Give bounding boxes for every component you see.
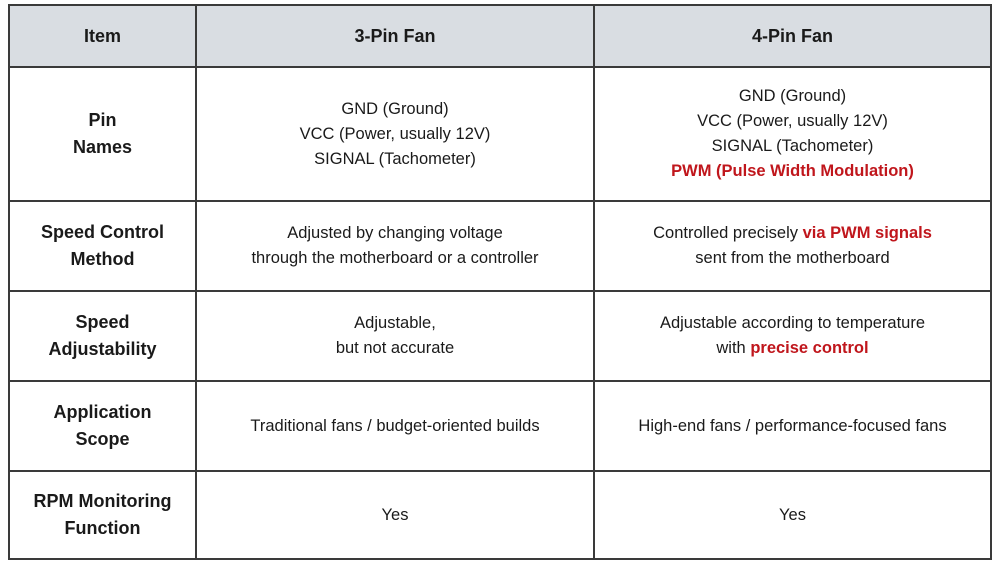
row-label-line: Method	[70, 249, 135, 269]
fan-comparison-table	[8, 4, 992, 560]
row-label-line: Speed	[75, 312, 130, 332]
row-label-line: Application	[53, 402, 152, 422]
cell-4-pin-speed-control	[594, 201, 991, 291]
cell-3-pin-pin-names	[196, 67, 594, 201]
cell-line: through the motherboard or a controller	[251, 249, 539, 267]
cell-line: SIGNAL (Tachometer)	[711, 137, 874, 155]
cell-3-pin-speed-control	[196, 201, 594, 291]
table-row-pin-names	[9, 67, 991, 201]
row-label-line: Speed Control	[40, 222, 164, 242]
row-label-line: Scope	[75, 429, 130, 449]
table-row-rpm-monitoring	[9, 471, 991, 559]
cell-line: sent from the motherboard	[695, 249, 890, 267]
cell-line: SIGNAL (Tachometer)	[314, 149, 476, 168]
cell-line	[601, 221, 984, 246]
row-label-line: RPM Monitoring	[33, 491, 172, 511]
header-item: Item	[9, 5, 196, 67]
cell-3-pin-application-scope: Traditional fans / budget-oriented builds	[196, 381, 594, 471]
cell-4-pin-adjustability	[594, 291, 991, 381]
cell-text: with	[716, 339, 751, 357]
header-row	[9, 5, 991, 67]
row-label-line: Function	[64, 518, 141, 538]
row-label-speed-control-method	[9, 201, 196, 291]
cell-3-pin-adjustability	[196, 291, 594, 381]
cell-line: Adjustable,	[354, 314, 436, 332]
cell-line	[601, 336, 984, 361]
row-label-line: Pin	[88, 110, 117, 130]
header-3-pin-fan: 3-Pin Fan	[196, 5, 594, 67]
highlight-pwm-pin: PWM (Pulse Width Modulation)	[671, 162, 914, 180]
cell-line: GND (Ground)	[341, 99, 449, 118]
row-label-line: Adjustability	[48, 339, 157, 359]
cell-4-pin-pin-names	[594, 67, 991, 201]
header-4-pin-fan: 4-Pin Fan	[594, 5, 991, 67]
highlight-precise-control: precise control	[750, 339, 869, 357]
cell-line: VCC (Power, usually 12V)	[697, 112, 888, 130]
cell-line: VCC (Power, usually 12V)	[299, 124, 491, 143]
cell-4-pin-application-scope: High-end fans / performance-focused fans	[594, 381, 991, 471]
table-row-speed-adjustability	[9, 291, 991, 381]
row-label-line: Names	[72, 137, 133, 157]
cell-line: Adjusted by changing voltage	[287, 224, 503, 242]
row-label-pin-names	[9, 67, 196, 201]
cell-line: GND (Ground)	[738, 87, 847, 105]
cell-line: Adjustable according to temperature	[659, 314, 926, 332]
highlight-via-pwm-signals: via PWM signals	[802, 224, 932, 242]
row-label-speed-adjustability	[9, 291, 196, 381]
cell-text: Controlled precisely	[653, 224, 803, 242]
cell-3-pin-rpm-monitoring: Yes	[196, 471, 594, 559]
row-label-rpm-monitoring	[9, 471, 196, 559]
table-row-application-scope	[9, 381, 991, 471]
cell-4-pin-rpm-monitoring: Yes	[594, 471, 991, 559]
table-row-speed-control-method	[9, 201, 991, 291]
cell-line: but not accurate	[335, 339, 455, 357]
row-label-application-scope	[9, 381, 196, 471]
